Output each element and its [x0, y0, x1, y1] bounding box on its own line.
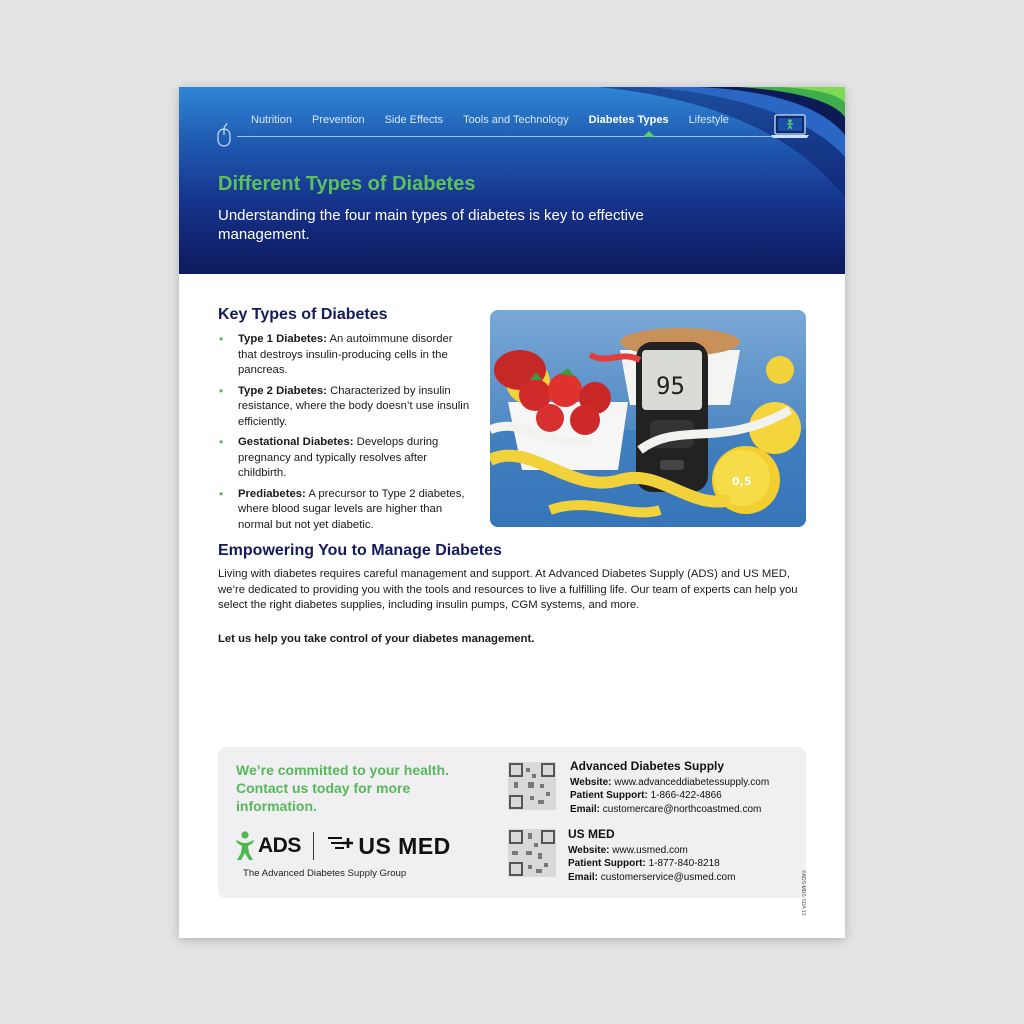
phone-number[interactable]: 1-866-422-4866: [650, 790, 722, 802]
email-link[interactable]: customerservice@usmed.com: [600, 871, 736, 883]
contact-org-name: Advanced Diabetes Supply: [570, 759, 725, 773]
usmed-speed-icon: [326, 835, 356, 857]
mouse-icon: [217, 123, 231, 152]
ads-logo: ADS: [258, 834, 301, 857]
phone-number[interactable]: 1-877-840-8218: [648, 858, 720, 870]
email-label: Email:: [568, 871, 599, 883]
top-nav: [251, 114, 729, 126]
nav-item-side-effects[interactable]: Side Effects: [384, 114, 444, 126]
empower-heading: Empowering You to Manage Diabetes: [218, 542, 502, 559]
nav-item-tools-and-technology[interactable]: Tools and Technology: [463, 114, 569, 126]
usmed-qr-code[interactable]: [508, 829, 556, 877]
header-banner: [179, 87, 845, 274]
email-link[interactable]: customercare@northcoastmed.com: [602, 803, 762, 815]
type-description: Develops during pregnancy and typically resolves after childbirth.: [238, 436, 439, 479]
ads-figure-icon: [234, 831, 256, 861]
list-item: [218, 487, 474, 534]
type-term: Gestational Diabetes:: [238, 436, 354, 448]
type-term: Type 2 Diabetes:: [238, 384, 327, 397]
call-to-action: Let us help you take control of your diabetes management.: [218, 633, 535, 645]
active-nav-indicator: [643, 131, 655, 137]
type-description: An autoimmune disorder that destroys insulin-producing cells in the pancreas.: [238, 333, 453, 376]
website-label: Website:: [568, 845, 610, 857]
empower-paragraph: Living with diabetes requires careful management and support. At Advanced Diabetes Supply (ADS) and US MED, we’re dedicated to providing you with the tools and resources to live a fulfilling life. Our team of experts can help you select the right diabetes supplies, including insulin pumps, CGM systems, and more.: [218, 568, 798, 611]
brand-logos: [234, 831, 451, 861]
phone-label: Patient Support:: [570, 790, 648, 802]
page-title: Different Types of Diabetes: [218, 173, 476, 195]
type-description: A precursor to Type 2 diabetes, where blood sugar levels are higher than normal but not yet diabetic.: [238, 487, 465, 531]
website-link[interactable]: www.usmed.com: [612, 845, 688, 857]
group-name: The Advanced Diabetes Supply Group: [243, 868, 407, 879]
key-types-heading: Key Types of Diabetes: [218, 306, 388, 323]
nav-item-prevention[interactable]: Prevention: [311, 114, 365, 126]
website-link[interactable]: www.advanceddiabetessupply.com: [614, 777, 770, 789]
list-item: [218, 384, 474, 431]
nav-item-lifestyle[interactable]: Lifestyle: [688, 114, 729, 126]
ads-contact: [570, 760, 769, 816]
glucose-meter-photo: [490, 310, 806, 527]
list-item: [218, 435, 474, 482]
type-term: Prediabetes:: [238, 487, 306, 500]
dumbbell-label: 0,5: [732, 475, 752, 488]
page-subtitle: Understanding the four main types of diabetes is key to effective management.: [218, 207, 644, 243]
website-label: Website:: [570, 777, 612, 789]
contact-card: [218, 747, 806, 898]
document-code: ©ADS-MDS-SDA 13: [800, 870, 806, 916]
type-term: Type 1 Diabetes:: [238, 333, 327, 345]
logo-divider: [313, 832, 315, 860]
flyer-page: [179, 87, 845, 938]
meter-reading: 95: [656, 372, 685, 400]
nav-item-nutrition[interactable]: Nutrition: [251, 114, 292, 126]
type-description: Characterized by insulin resistance, where the body doesn’t use insulin efficiently.: [238, 384, 470, 428]
usmed-logo: US MED: [358, 832, 451, 859]
list-item: [218, 332, 474, 379]
nav-item-diabetes-types[interactable]: Diabetes Types: [588, 114, 669, 126]
email-label: Email:: [570, 803, 601, 815]
usmed-contact: [568, 828, 735, 884]
commitment-text: We’re committed to your health. Contact us today for more information.: [236, 762, 449, 814]
laptop-icon: [770, 113, 810, 144]
nav-underline: [237, 136, 803, 137]
ads-qr-code[interactable]: [508, 762, 556, 810]
contact-org-name: US MED: [568, 827, 615, 841]
diabetes-types-list: [218, 332, 474, 538]
phone-label: Patient Support:: [568, 858, 646, 870]
